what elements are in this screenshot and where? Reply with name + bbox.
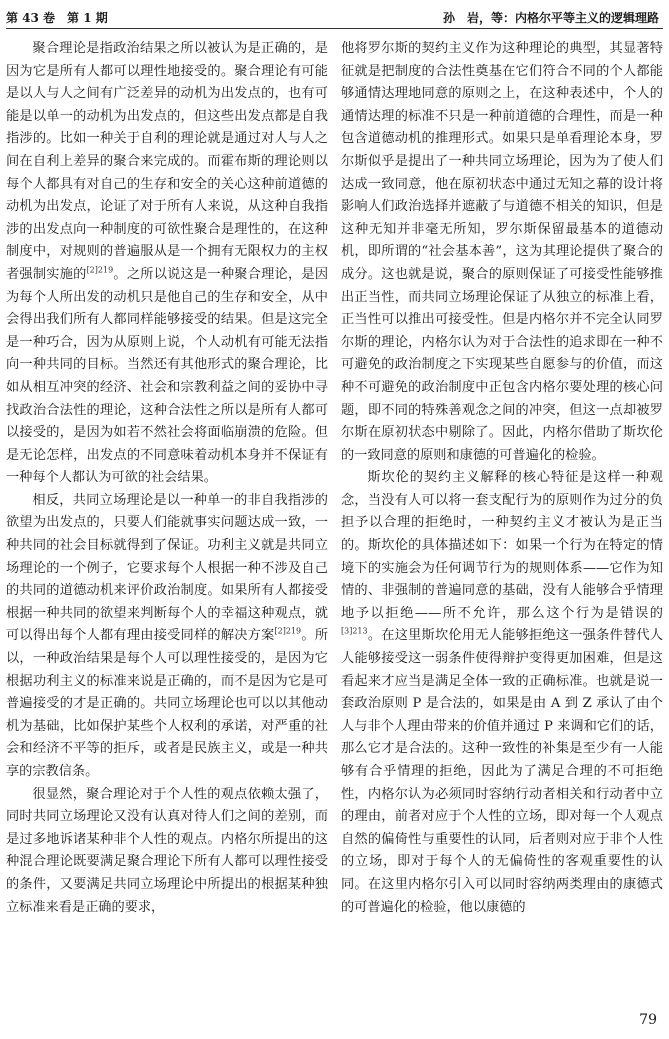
paragraph-text: 聚合理论是指政治结果之所以被认为是正确的，是因为它是所有人都可以理性地接受的。聚合理论有可能是以人与人之间有广泛差异的动机为出发点的，也有可能是以单一的动机为出发点的，但这些出发点都是自我指涉的。比如一种关于自利的理论就是通过对人与人之间在自利上差异的聚合来完成的。而霍布斯的理论则以每个人都具有对自己的生存和安全的关心这种前道德的动机为出发点，论证了对于所有人来说，从这种自我指涉的出发点向一种制度的可欲性聚合是理性的，在这种制度中，对规则的普遍服从是一个拥有无限权力的主权者强制实施的 [6, 41, 328, 282]
journal-volume-issue: 第 43 卷 第 1 期 [6, 11, 108, 25]
right-column [341, 38, 663, 919]
paragraph-text: 。之所以说这是一种聚合理论，是因为每个人所出发的动机只是他自己的生存和安全，从中会得出我们所有人都同样能够接受的结果。但是这完全是一种巧合，因为从原则上说，个人动机有可能无法指向一种共同的目标。当然还有其他形式的聚合理论，比如从相互冲突的经济、社会和宗教利益之间的妥协中寻找政治合法性的理论，这种合法性之所以是所有人都可以接受的，是因为如若不然社会将面临崩溃的危险。但是无论怎样，出发点的不同意味着动机本身并不保证有一种每个人都认为可欲的社会结果。 [6, 266, 329, 486]
header-rule [6, 28, 663, 29]
citation: [2]219 [86, 265, 114, 275]
paragraph-scanlon-contractualism [341, 467, 663, 919]
paragraph-text: 。在这里斯坎伦用无人能够拒绝这一强条件替代人人能够接受这一弱条件使得辩护变得更加困难，但是这看起来才应当是满足全体一致的正确标准。也就是说一套政治原则 P 是合法的，如果是由 A 到 Z 承认了由个人与非个人理由带来的价值并通过 P 来调和它们的话，那么它才是合法的。这种一致性的补集是至少有一人能够有合乎情理的拒绝，因此为了满足合理的不可拒绝性，内格尔认为必须同时容纳行动者相关和行动者中立的理由，前者对应于个人性的立场，即对每一个人观点自然的偏倚性与重要性的认同，后者则对应于非个人性的立场，即对于每个人的无偏倚性的客观重要性的认同。在这里内格尔引入可以同时容纳两类理由的康德式的可普遍化的检验，他以康德的 [341, 628, 663, 915]
paragraph-text: 斯坎伦的契约主义解释的核心特征是这样一种观念，当没有人可以将一套支配行为的原则作为过分的负担予以合理的拒绝时，一种契约主义才被认为是正当的。斯坎伦的具体描述如下：如果一个行为在特定的情境下的实施会为任何调节行为的规则体系——它作为知情的、非强制的普遍同意的基础，没有人能够合乎情理地予以拒绝——所不允许，那么这个行为是错误的 [341, 470, 663, 621]
running-header [0, 0, 669, 30]
paragraph-text: 相反，共同立场理论是以一种单一的非自我指涉的欲望为出发点的，只要人们能就事实问题达成一致，一种共同的社会目标就得到了保证。功利主义就是共同立场理论的一个例子，它要求每个人根据一种不涉及自己的共同的道德动机来评价政治制度。如果所有人都接受根据一种共同的欲望来判断每个人的幸福这种观点，就可以得出每个人都有理由接受同样的解决方案 [6, 492, 328, 644]
page-number: 79 [639, 1012, 657, 1028]
paragraph-text: 。所以，一种政治结果是每个人可以理性接受的，是因为它根据功利主义的标准来说是正确的，而不是因为它是可普遍接受的才是正确的。共同立场理论也可以以其他动机为基础，比如保护某些个人权利的承诺，对严重的社会和经济不平等的拒斥，或者是民族主义，或是一种共享的宗教信条。 [6, 628, 329, 779]
paragraph-common-standpoint-theory [6, 490, 328, 784]
paragraph-rawls-contractualism: 他将罗尔斯的契约主义作为这种理论的典型，其显著特征就是把制度的合法性奠基在它们符合不同的个人都能够通情达理地同意的原则之上，在这种表述中，个人的通情达理的标准不只是一种前道德的合理性，而是一种包含道德动机的推理形式。如果只是单看理论本身，罗尔斯似乎是提出了一种共同立场理论，因为为了使人们达成一致同意，他在原初状态中通过无知之幕的设计将影响人们政治选择并遮蔽了与道德不相关的知识，但是这种无知并非毫无所知，罗尔斯保留最基本的道德动机，即所谓的“社会基本善”，这为其理论提供了聚合的成分。这也就是说，聚合的原则保证了可接受性能够推出正当性，而共同立场理论保证了从独立的标准上看，正当性可以推出可接受性。但是内格尔并不完全认同罗尔斯的理论，内格尔认为对于合法性的追求即在一种不可避免的政治制度之下实现某些自愿参与的价值，而这种不可避免的政治制度中正包含内格尔要处理的核心问题，即不同的特殊善观念之间的冲突，但这一点却被罗尔斯在原初状态中剔除了。因此，内格尔借助了斯坎伦的一致同意的原则和康德的可普遍化的检验。 [341, 41, 663, 463]
citation: [3]213 [341, 627, 368, 637]
paragraph-aggregation-theory [6, 38, 328, 490]
article-running-title: 孙 岩，等：内格尔平等主义的逻辑理路 [442, 11, 659, 25]
citation: [2]219 [274, 627, 302, 637]
left-column [6, 38, 328, 919]
paragraph-hybrid-theory: 很显然，聚合理论对于个人性的观点依赖太强了，同时共同立场理论又没有认真对待人们之间的差别，而是过多地诉诸某种非个人性的观点。内格尔所提出的这种混合理论既要满足聚合理论下所有人都可以理性接受的条件，又要满足共同立场理论中所提出的根据某种独立标准来看是正确的要求， [6, 786, 328, 915]
